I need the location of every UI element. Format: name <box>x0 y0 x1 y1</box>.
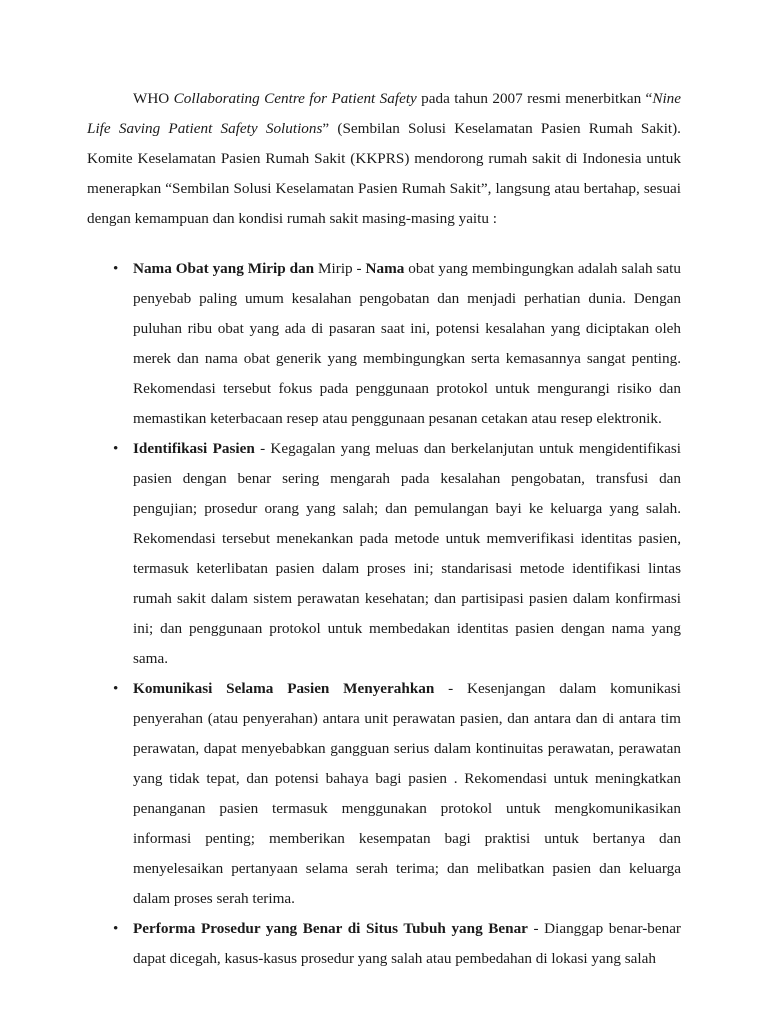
bold-run: Performa Prosedur yang Benar di Situs Tubuh yang Benar <box>133 920 528 937</box>
list-item <box>87 674 681 914</box>
list-item-text <box>133 440 681 667</box>
bold-run: Nama <box>365 260 405 277</box>
text-run: - Kegagalan yang meluas dan berkelanjutan untuk mengidentifikasi pasien dengan benar sering mengarah pada kesalahan pengobatan, transfusi dan pengujian; prosedur orang yang salah; dan pemulangan bayi ke keluarga yang salah. Rekomendasi tersebut menekankan pada metode untuk memverifikasi identitas pasien, termasuk keterlibatan pasien dalam proses ini; standarisasi metode identifikasi lintas rumah sakit dalam sistem perawatan kesehatan; dan partisipasi pasien dalam konfirmasi ini; dan penggunaan protokol untuk membedakan identitas pasien dengan nama yang sama. <box>133 440 681 667</box>
bullet-marker-icon: • <box>113 260 119 277</box>
list-item-text <box>133 920 681 967</box>
list-item <box>87 254 681 434</box>
list-item <box>87 914 681 974</box>
solutions-bullet-list <box>87 254 681 974</box>
text-run: ” (Sembilan Solusi Keselamatan Pasien Rumah Sakit). Komite Keselamatan Pasien Rumah Sakit (KKPRS) mendorong rumah sakit di Indonesia untuk menerapkan “Sembilan Solusi Keselamatan Pasien Rumah Sakit”, langsung atau bertahap, sesuai dengan kemampuan dan kondisi rumah sakit masing-masing yaitu : <box>87 120 681 227</box>
bold-run: Nama Obat yang Mirip dan <box>133 260 315 277</box>
italic-run: Nine Life Saving Patient Safety Solutions <box>87 90 681 137</box>
list-item-text <box>133 260 681 427</box>
text-run: WHO <box>133 90 174 107</box>
bullet-marker-icon: • <box>113 920 119 937</box>
bullet-marker-icon: • <box>113 680 119 697</box>
text-run: - Kesenjangan dalam komunikasi penyerahan (atau penyerahan) antara unit perawatan pasien, dan antara dan di antara tim perawatan, dapat menyebabkan gangguan serius dalam kontinuitas perawatan, perawatan yang tidak tepat, dan potensi bahaya bagi pasien . Rekomendasi untuk meningkatkan penanganan pasien termasuk menggunakan protokol untuk mengkomunikasikan informasi penting; memberikan kesempatan bagi praktisi untuk bertanya dan menyelesaikan pertanyaan selama serah terima; dan melibatkan pasien dan keluarga dalam proses serah terima. <box>133 680 681 907</box>
bold-run: Komunikasi Selama Pasien Menyerahkan <box>133 680 435 697</box>
text-run: Mirip - <box>314 260 366 277</box>
list-item <box>87 434 681 674</box>
bullet-marker-icon: • <box>113 440 119 457</box>
intro-paragraph <box>87 84 681 234</box>
text-run: obat yang membingungkan adalah salah satu penyebab paling umum kesalahan pengobatan dan menjadi perhatian dunia. Dengan puluhan ribu obat yang ada di pasaran saat ini, potensi kesalahan yang diciptakan oleh merek dan nama obat generik yang membingungkan serta kemasannya sangat penting. Rekomendasi tersebut fokus pada penggunaan protokol untuk mengurangi risiko dan memastikan keterbacaan resep atau penggunaan pesanan cetakan atau resep elektronik. <box>133 260 681 427</box>
italic-run: Collaborating Centre for Patient Safety <box>173 90 417 107</box>
list-item-text <box>133 680 681 907</box>
text-run: - Dianggap benar-benar dapat dicegah, kasus-kasus prosedur yang salah atau pembedahan di lokasi yang salah <box>133 920 681 967</box>
bold-run: Identifikasi Pasien <box>133 440 255 457</box>
text-run: pada tahun 2007 resmi menerbitkan “ <box>416 90 653 107</box>
document-body <box>87 84 681 974</box>
